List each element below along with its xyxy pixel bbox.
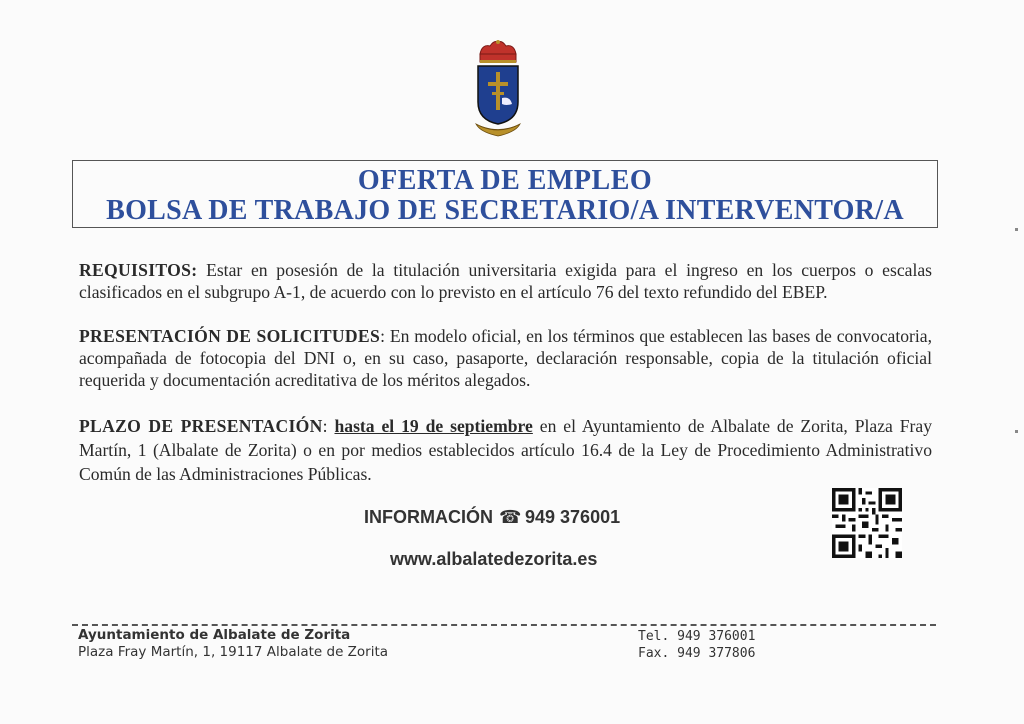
information-line [364,507,620,528]
title-box [72,160,938,228]
plazo-text: en el Ayuntamiento de Albalate de Zorita, Plaza Fray Martín, 1 (Albalate de Zorita) o en por medios establecidos artículo 16.4 de la Ley de Procedimiento Administrativo Común de las Administraciones Públicas. [79,416,932,484]
footer-address: Plaza Fray Martín, 1, 19117 Albalate de Zorita [78,644,389,660]
footer-fax: Fax. 949 377806 [638,646,756,661]
presentacion-text: : En modelo oficial, en los términos que establecen las bases de convocatoria, acompañada de fotocopia del DNI o, en su caso, pasaporte, declaración responsable, copia de la titulación oficial requerida y documentación acreditativa de los méritos alegados. [79,326,932,390]
footer-tel: Tel. 949 376001 [638,629,756,644]
crown-icon [480,40,516,63]
presentacion-label: PRESENTACIÓN DE SOLICITUDES [79,326,381,346]
footer-divider [72,624,936,626]
plazo-label: PLAZO DE PRESENTACIÓN [79,416,323,436]
scan-mark [1015,430,1018,433]
phone-icon: ☎ [499,507,522,527]
website-link[interactable]: www.albalatedezorita.es [390,549,598,569]
plazo-paragraph [79,414,932,486]
title-line-2: BOLSA DE TRABAJO DE SECRETARIO/A INTERVENTOR/A [106,195,904,226]
qr-code-icon[interactable] [830,488,904,558]
information-phone: 949 376001 [525,507,621,527]
footer-contact-block [638,628,755,662]
information-label: INFORMACIÓN [364,507,493,527]
title-line-1: OFERTA DE EMPLEO [357,165,653,196]
requisitos-text: Estar en posesión de la titulación universitaria exigida para el ingreso en los cuerpos o escalas clasificados en el subgrupo A-1, de acuerdo con lo previsto en el artículo 76 del texto refundido del EBEP. [79,260,932,302]
footer-address-block [78,627,388,661]
presentacion-paragraph [79,325,932,391]
footer-org-name: Ayuntamiento de Albalate de Zorita [78,627,351,643]
scan-mark [1015,228,1018,231]
coat-of-arms-logo [468,40,528,140]
requisitos-paragraph [79,259,932,303]
plazo-colon: : [322,416,335,436]
requisitos-label: REQUISITOS: [79,260,198,280]
plazo-deadline: hasta el 19 de septiembre [334,416,533,436]
